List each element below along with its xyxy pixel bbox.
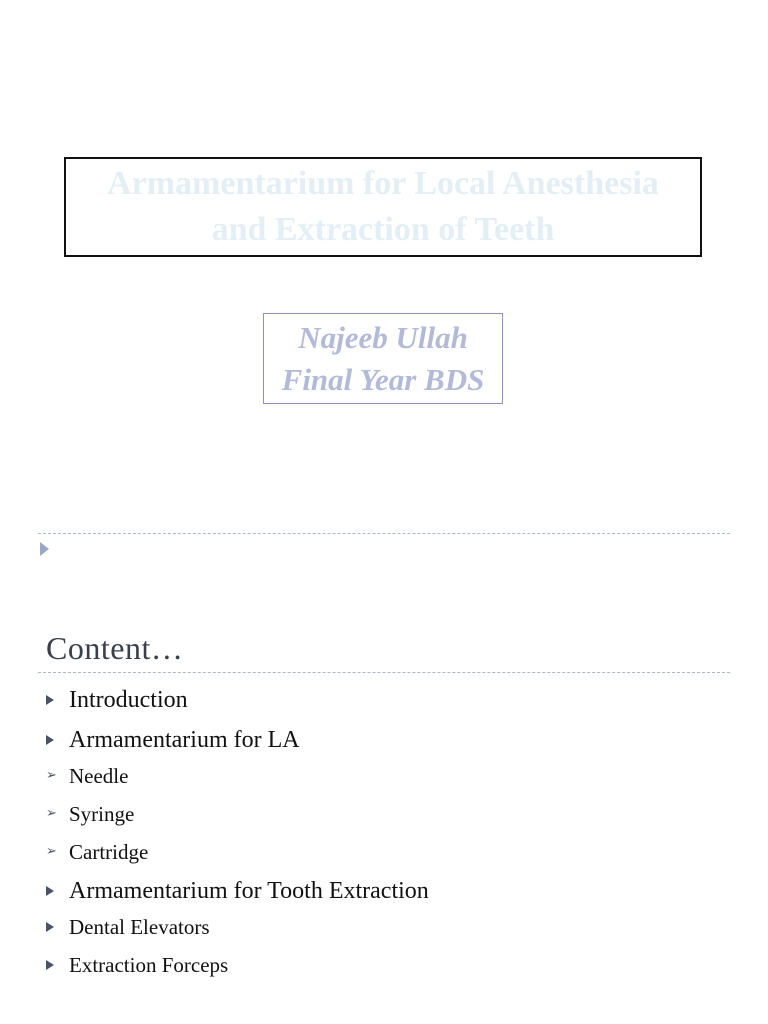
list-item-label: Extraction Forceps [69, 953, 229, 977]
list-item [46, 725, 300, 755]
slide-title-line-1: Armamentarium for Local Anesthesia [107, 165, 659, 202]
list-item-label: Needle [69, 764, 129, 788]
title-box [64, 157, 702, 257]
triangle-bullet-icon [46, 884, 60, 898]
list-item [46, 913, 210, 941]
list-item [46, 838, 148, 866]
author-year: Final Year BDS [281, 361, 485, 397]
content-heading: Content… [46, 630, 184, 666]
list-item-label: Introduction [69, 687, 188, 713]
triangle-bullet-icon [46, 733, 60, 747]
list-item-label: Armamentarium for Tooth Extraction [69, 878, 429, 904]
slide-title-line-2: and Extraction of Teeth [211, 211, 555, 248]
author-box [263, 313, 503, 404]
list-item [46, 800, 134, 828]
chevron-bullet-icon: ➢ [46, 806, 57, 821]
list-item [46, 951, 228, 979]
list-item-label: Armamentarium for LA [69, 727, 300, 753]
list-item-label: Cartridge [69, 840, 149, 864]
chevron-bullet-icon: ➢ [46, 844, 57, 859]
list-item-label: Syringe [69, 802, 135, 826]
slide-marker-icon [40, 542, 49, 556]
list-item [46, 762, 128, 790]
author-info [282, 317, 485, 401]
triangle-bullet-icon [46, 920, 60, 934]
slide-divider-heading [38, 672, 730, 673]
list-item [46, 685, 188, 715]
triangle-bullet-icon [46, 693, 60, 707]
slide-divider-top [38, 533, 730, 534]
slide-title [107, 161, 659, 253]
triangle-bullet-icon [46, 958, 60, 972]
list-item [46, 876, 429, 906]
chevron-bullet-icon: ➢ [46, 768, 57, 783]
author-name: Najeeb Ullah [298, 319, 468, 355]
list-item-label: Dental Elevators [69, 915, 210, 939]
